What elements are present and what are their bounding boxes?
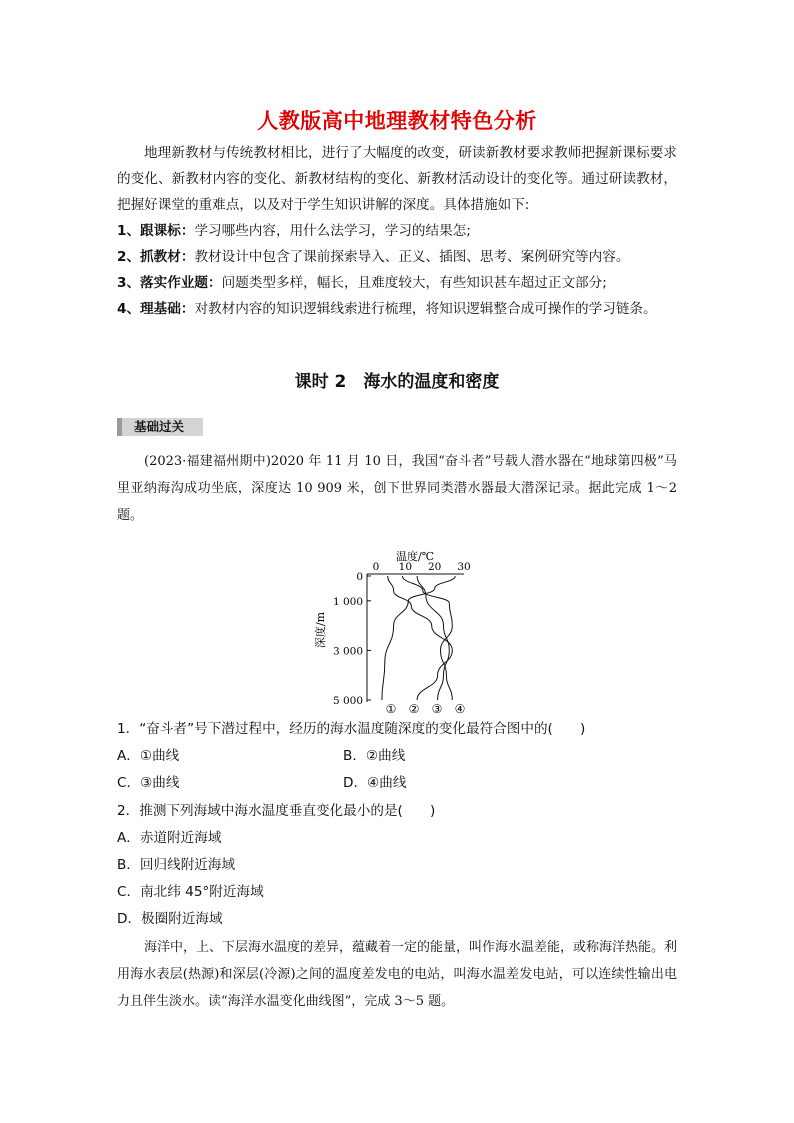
- intro-item-label: 3、落实作业题：: [117, 275, 222, 291]
- intro-item-label: 2、抓教材：: [117, 249, 195, 265]
- intro-item-label: 4、理基础：: [117, 301, 195, 317]
- temperature-depth-chart: [300, 548, 490, 716]
- question-2-option-c[interactable]: C．南北纬 45°附近海域: [117, 884, 264, 900]
- chart-xlabel: 温度/℃: [395, 550, 435, 563]
- chart-curve-label: ①: [385, 702, 397, 716]
- intro-item: [117, 244, 677, 270]
- intro-item-text: 问题类型多样，幅长，且难度较大，有些知识甚车超过正文部分;: [221, 275, 607, 291]
- passage-2: [117, 934, 677, 1015]
- chart-ytick-label: 3 000: [332, 645, 363, 658]
- chart-xtick-label: 30: [457, 561, 471, 573]
- chart-curve-label: ②: [408, 702, 420, 716]
- chart-ytick-label: 5 000: [332, 695, 363, 707]
- passage-2-text: 海洋中，上、下层海水温度的差异，蕴藏着一定的能量，叫作海水温差能，或称海洋热能。利用海水表层(热源)和深层(冷源)之间的温度差发电的电站，叫海水温差发电站，可以连续性输出电力且伴生淡水。读“海洋水温变化曲线图”，完成 3～5 题。: [117, 940, 678, 1009]
- document-title: 人教版高中地理教材特色分析: [257, 109, 537, 133]
- chart-curve-labels: [386, 702, 466, 716]
- chart-ytick-label: 1 000: [332, 595, 363, 608]
- question-1-option-c[interactable]: C．③曲线: [117, 775, 180, 791]
- chart-curve-4: [402, 576, 452, 700]
- chart-curve-label: ③: [431, 702, 443, 716]
- chart-ytick-label: 0: [356, 571, 363, 583]
- intro-item: [117, 270, 677, 296]
- intro-paragraph: 地理新教材与传统教材相比，进行了大幅度的改变，研读新教材要求教师把握新课标要求的变化、新教材内容的变化、新教材结构的变化、新教材活动设计的变化等。通过研读教材，把握好课堂的重难点，以及对于学生知识讲解的深度。具体措施如下:: [117, 145, 677, 213]
- question-1-option-d[interactable]: D．④曲线: [343, 775, 407, 791]
- chart-curves: [382, 576, 455, 700]
- passage-1: [117, 448, 677, 529]
- chart-xtick-label: 10: [398, 561, 413, 573]
- chart-yticks: [333, 571, 371, 707]
- chart-xtick-label: 20: [427, 561, 442, 573]
- intro-section: [117, 140, 677, 322]
- question-2-option-b[interactable]: B．回归线附近海域: [117, 857, 236, 873]
- question-1-option-b[interactable]: B．②曲线: [343, 748, 406, 764]
- question-2-option-d[interactable]: D．极圈附近海域: [117, 911, 223, 927]
- passage-1-text: (2023·福建福州期中)2020 年 11 月 10 日，我国“奋斗者”号载人潜水器在“地球第四极”马里亚纳海沟成功坐底，深度达 10 909 米，创下世界同类潜水器最大潜深记录。据此完成 1～2题。: [117, 454, 677, 523]
- chart-ylabel: 深度/m: [314, 611, 327, 649]
- question-2-option-a[interactable]: A．赤道附近海域: [117, 830, 222, 846]
- intro-item-text: 学习哪些内容，用什么法学习，学习的结果怎;: [194, 223, 471, 239]
- intro-item: [117, 296, 677, 322]
- intro-item-text: 教材设计中包含了课前探索导入、正义、插图、思考、案例研究等内容。: [194, 249, 630, 265]
- intro-item: [117, 218, 677, 244]
- lesson-title: 课时 2 海水的温度和密度: [294, 372, 500, 392]
- chart-curve-label: ④: [454, 702, 466, 716]
- intro-item-text: 对教材内容的知识逻辑线索进行梳理，将知识逻辑整合成可操作的学习链条。: [194, 301, 657, 317]
- question-1-option-a[interactable]: A．①曲线: [117, 748, 180, 764]
- chart-xtick-label: 0: [372, 561, 380, 573]
- question-1-stem: 1．“奋斗者”号下潜过程中，经历的海水温度随深度的变化最符合图中的( ): [117, 721, 586, 737]
- intro-item-label: 1、跟课标：: [117, 223, 195, 239]
- question-2-stem: 2．推测下列海域中海水温度垂直变化最小的是( ): [117, 803, 436, 819]
- question-1-options-row-1: [117, 743, 405, 770]
- section-badge: 基础过关: [117, 418, 203, 436]
- question-1-options-row-2: [117, 770, 406, 797]
- chart-curve-1: [382, 576, 455, 700]
